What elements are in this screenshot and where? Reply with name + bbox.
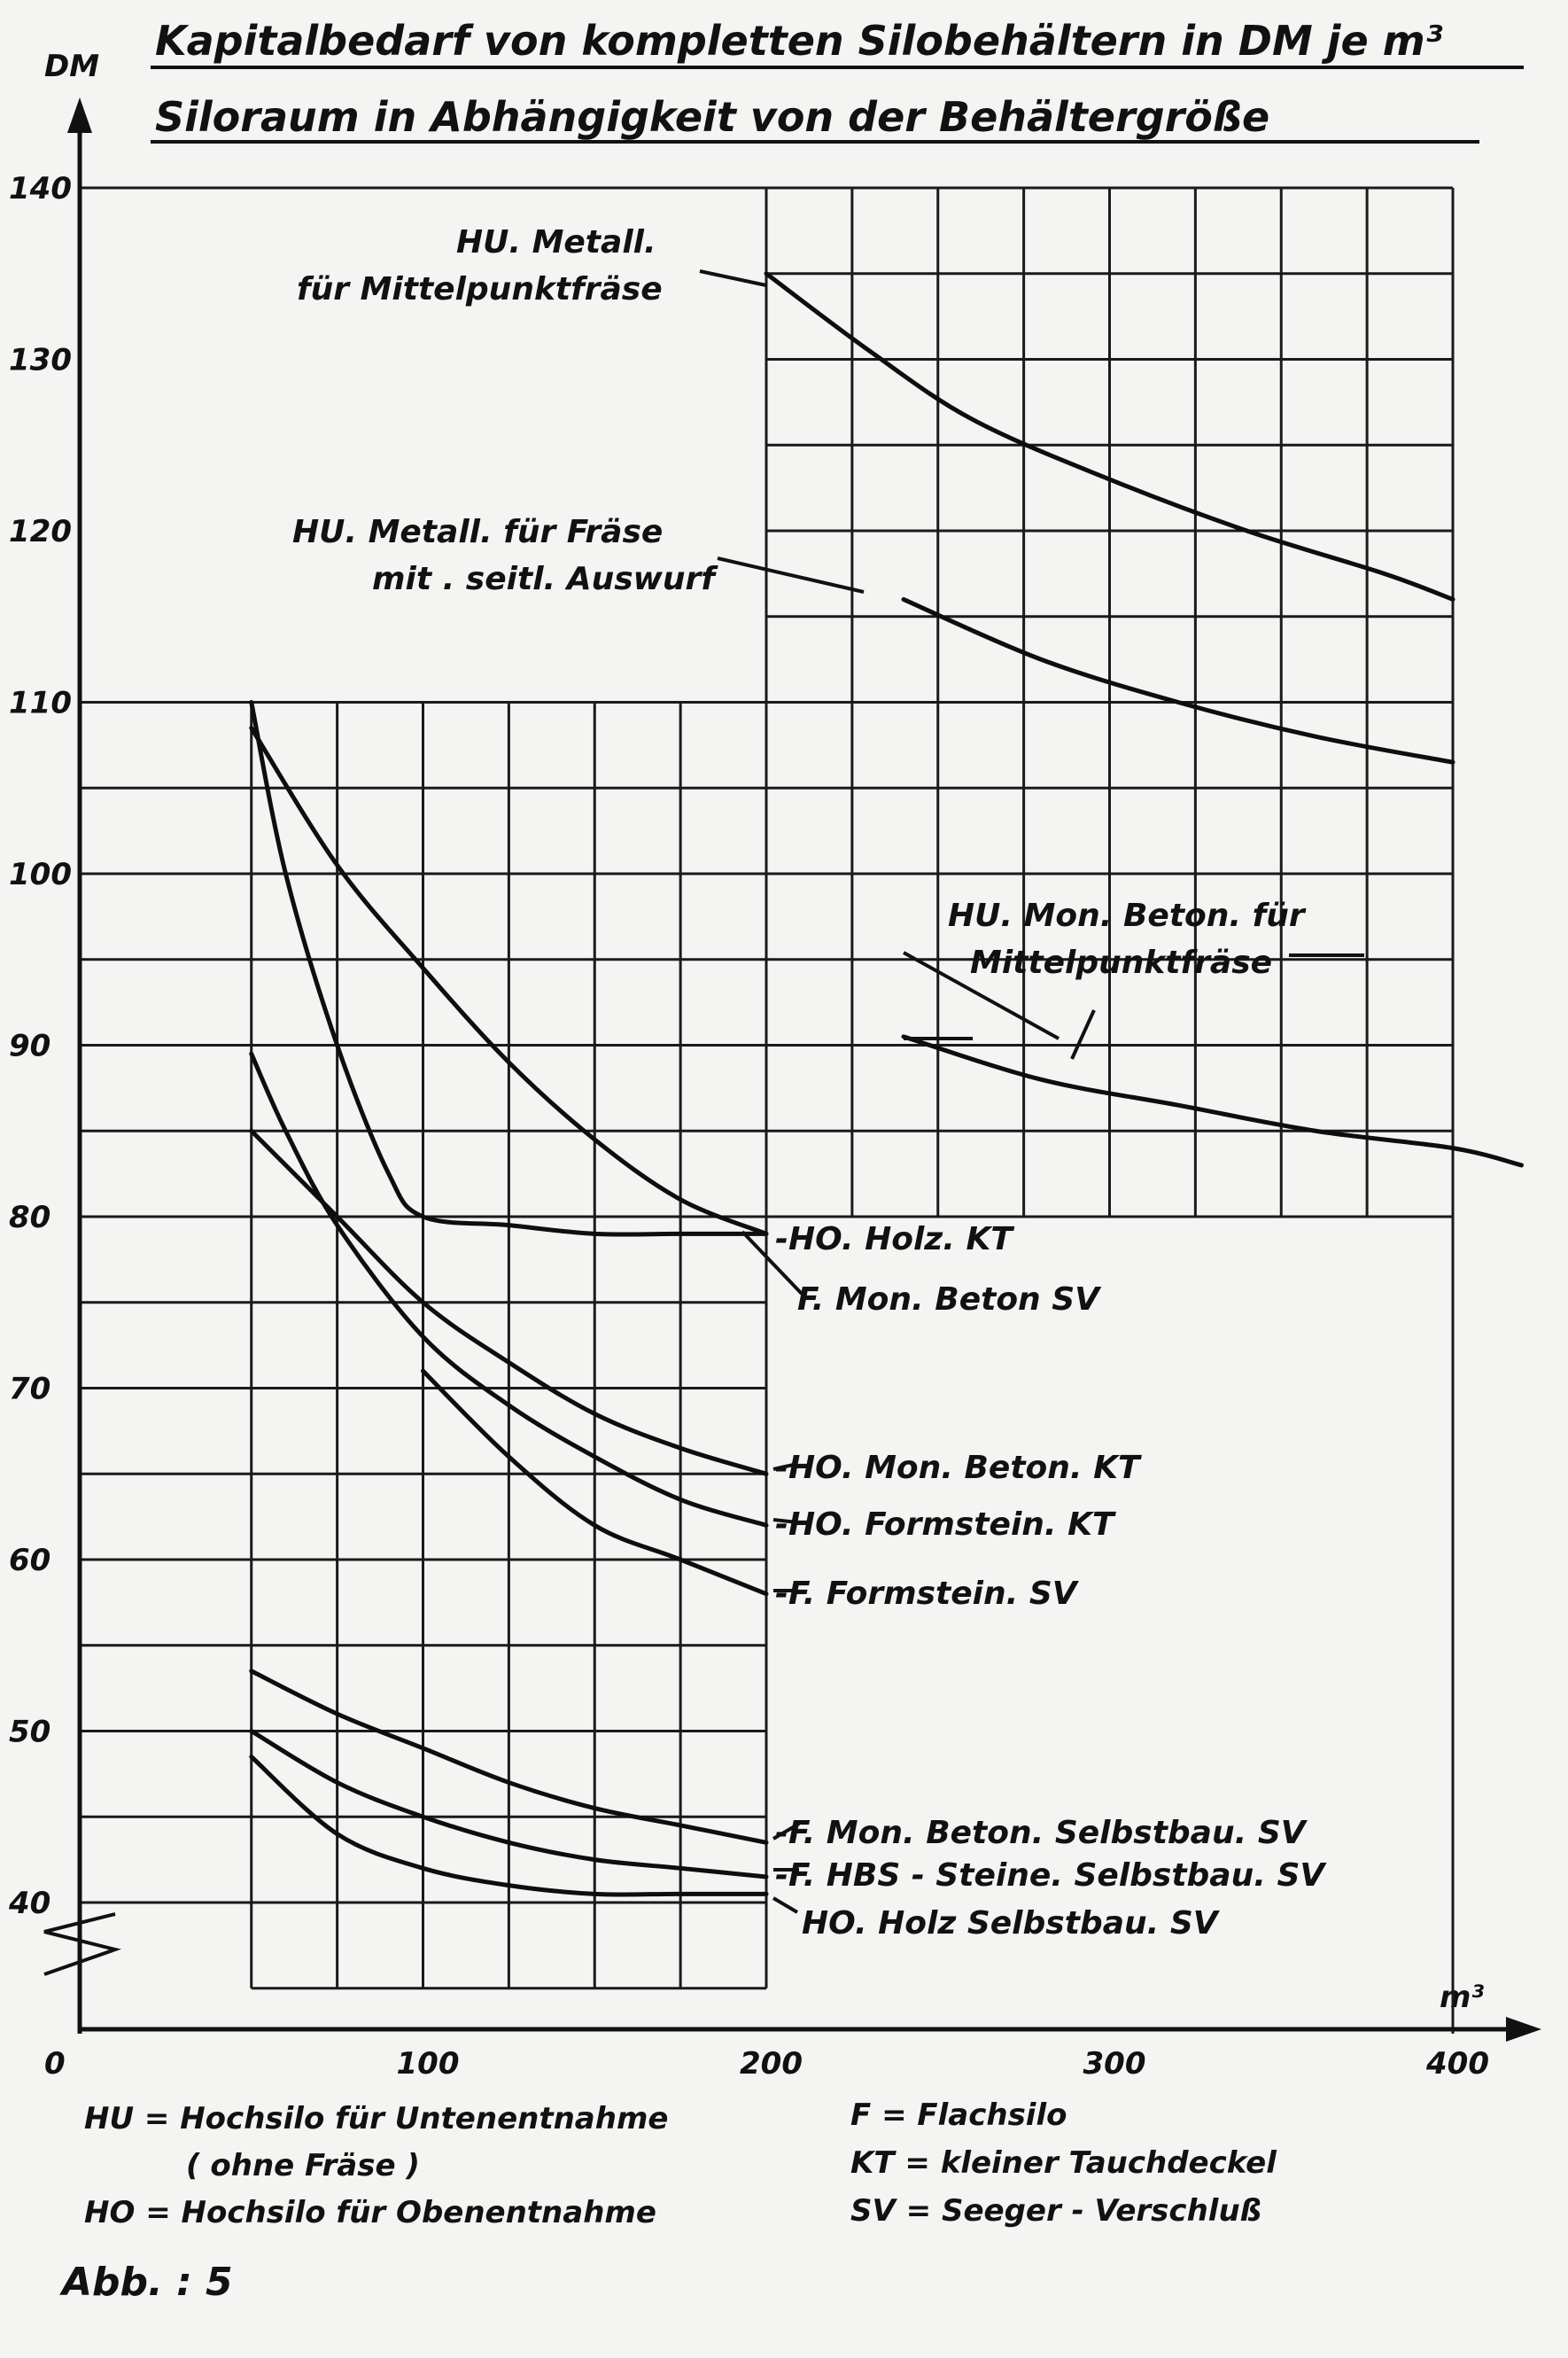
series-label-6: -HO. Mon. Beton. KT bbox=[775, 1450, 1140, 1486]
legend-kt: KT = kleiner Tauchdeckel bbox=[850, 2145, 1277, 2181]
y-tick-label: 90 bbox=[9, 1028, 51, 1064]
series-line-2 bbox=[904, 599, 1453, 762]
x-tick-label: 300 bbox=[1083, 2046, 1146, 2082]
series-leaders bbox=[700, 271, 1364, 1912]
y-tick-label: 130 bbox=[9, 342, 72, 378]
chart-subtitle: Siloraum in Abhängigkeit von der Behältergröße bbox=[155, 93, 1270, 141]
series-label-7: -HO. Formstein. KT bbox=[775, 1506, 1114, 1543]
series-label-10: -F. HBS - Steine. Selbstbau. SV bbox=[775, 1857, 1325, 1894]
x-axis-arrow-icon bbox=[1506, 2017, 1541, 2042]
legend-sv: SV = Seeger - Verschluß bbox=[850, 2193, 1262, 2229]
series-label-1: HU. Metall. bbox=[456, 224, 656, 261]
y-tick-label: 120 bbox=[9, 514, 72, 549]
y-tick-label: 110 bbox=[9, 685, 72, 721]
legend-f: F = Flachsilo bbox=[850, 2097, 1067, 2133]
x-tick-label: 400 bbox=[1426, 2046, 1489, 2082]
y-tick-label: 70 bbox=[9, 1371, 51, 1407]
x-tick-labels bbox=[397, 2046, 1489, 2082]
series-label-2: mit . seitl. Auswurf bbox=[372, 561, 715, 597]
figure-label: Abb. : 5 bbox=[62, 2260, 233, 2305]
series-label-2: HU. Metall. für Fräse bbox=[292, 514, 664, 550]
axes bbox=[44, 97, 1541, 2042]
grid bbox=[80, 188, 1453, 2034]
y-tick-label: 50 bbox=[9, 1714, 51, 1750]
series-label-1: für Mittelpunktfräse bbox=[297, 271, 663, 307]
legend-ho: HO = Hochsilo für Obenentnahme bbox=[84, 2195, 656, 2230]
origin-label: 0 bbox=[44, 2046, 66, 2082]
y-tick-label: 140 bbox=[9, 171, 72, 206]
y-tick-label: 100 bbox=[9, 857, 72, 892]
series-label-5: F. Mon. Beton SV bbox=[797, 1281, 1099, 1318]
series-label-4: -HO. Holz. KT bbox=[775, 1221, 1013, 1257]
y-tick-label: 80 bbox=[9, 1200, 51, 1235]
x-tick-label: 100 bbox=[396, 2046, 460, 2082]
series-leader-line bbox=[773, 1898, 797, 1912]
y-tick-label: 60 bbox=[9, 1543, 51, 1578]
y-tick-label: 40 bbox=[9, 1886, 51, 1921]
series-label-9: -F. Mon. Beton. Selbstbau. SV bbox=[775, 1815, 1306, 1851]
legend-hu-note: ( ohne Fräse ) bbox=[186, 2148, 420, 2183]
y-axis-arrow-icon bbox=[67, 97, 92, 133]
series-leader-line bbox=[718, 558, 864, 592]
legend-hu: HU = Hochsilo für Untenentnahme bbox=[84, 2101, 669, 2136]
y-axis-label: DM bbox=[44, 49, 100, 84]
legend bbox=[84, 2097, 1277, 2230]
series-leader-line bbox=[700, 271, 766, 285]
series-line-3 bbox=[904, 1037, 1522, 1165]
x-tick-label: 200 bbox=[740, 2046, 803, 2082]
series-label-3: Mittelpunktfräse bbox=[970, 945, 1273, 981]
x-axis-label: m³ bbox=[1440, 1980, 1485, 2015]
series-leader-line bbox=[1072, 1010, 1094, 1059]
series-labels bbox=[292, 224, 1327, 1942]
series-label-3: HU. Mon. Beton. für bbox=[948, 898, 1305, 934]
series-label-11: HO. Holz Selbstbau. SV bbox=[802, 1905, 1218, 1942]
chart-title: Kapitalbedarf von kompletten Silobehältern in DM je m³ bbox=[155, 17, 1443, 65]
y-tick-labels bbox=[8, 171, 72, 1921]
series-label-8: -F. Formstein. SV bbox=[775, 1576, 1077, 1612]
